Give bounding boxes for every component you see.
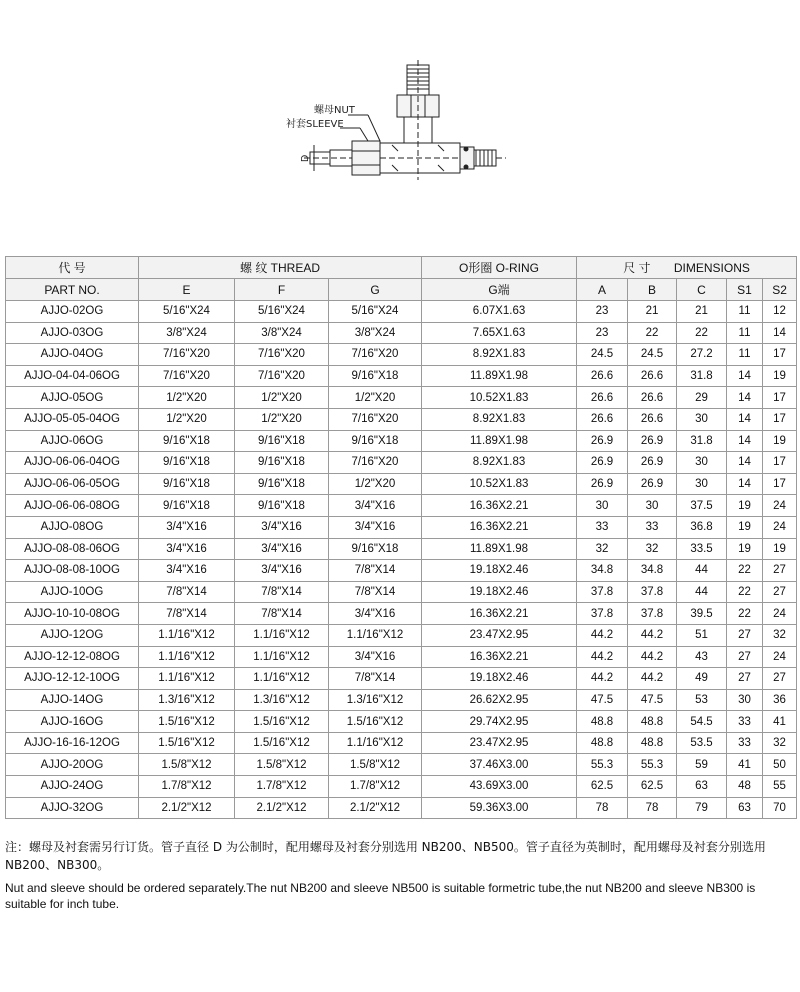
cell-thread-f: 1.1/16"X12 <box>235 646 329 668</box>
cell-dim-s2: 70 <box>763 797 797 819</box>
cell-thread-f: 3/4"X16 <box>235 560 329 582</box>
cell-part-no: AJJO-06-06-04OG <box>6 452 139 474</box>
cell-dim-a: 47.5 <box>577 689 628 711</box>
cell-oring-g-end: 16.36X2.21 <box>422 646 577 668</box>
cell-dim-s2: 17 <box>763 473 797 495</box>
cell-thread-e: 1.3/16"X12 <box>139 689 235 711</box>
cell-dim-s1: 33 <box>727 711 763 733</box>
cell-thread-e: 9/16"X18 <box>139 452 235 474</box>
cell-dim-s2: 27 <box>763 581 797 603</box>
cell-dim-b: 26.6 <box>628 365 677 387</box>
cell-part-no: AJJO-12OG <box>6 624 139 646</box>
cell-oring-g-end: 7.65X1.63 <box>422 322 577 344</box>
cell-thread-g: 1/2"X20 <box>329 387 422 409</box>
table-row <box>6 603 797 625</box>
cell-dim-a: 37.8 <box>577 603 628 625</box>
header-s1: S1 <box>727 279 763 301</box>
cell-part-no: AJJO-10OG <box>6 581 139 603</box>
cell-dim-s1: 14 <box>727 473 763 495</box>
cell-dim-b: 37.8 <box>628 603 677 625</box>
cell-dim-b: 48.8 <box>628 732 677 754</box>
cell-thread-e: 7/8"X14 <box>139 603 235 625</box>
cell-thread-g: 9/16"X18 <box>329 430 422 452</box>
cell-thread-e: 1.1/16"X12 <box>139 624 235 646</box>
header-dims-cn: 尺 寸 <box>623 261 651 275</box>
cell-thread-g: 1.1/16"X12 <box>329 624 422 646</box>
cell-dim-a: 55.3 <box>577 754 628 776</box>
table-row <box>6 301 797 323</box>
cell-oring-g-end: 8.92X1.83 <box>422 344 577 366</box>
cell-dim-s2: 17 <box>763 344 797 366</box>
cell-thread-e: 3/4"X16 <box>139 538 235 560</box>
cell-dim-s1: 11 <box>727 344 763 366</box>
cell-part-no: AJJO-06-06-05OG <box>6 473 139 495</box>
cell-dim-b: 26.9 <box>628 430 677 452</box>
table-row <box>6 452 797 474</box>
cell-thread-f: 3/8"X24 <box>235 322 329 344</box>
table-row <box>6 689 797 711</box>
cell-dim-a: 26.6 <box>577 408 628 430</box>
cell-dim-s1: 33 <box>727 732 763 754</box>
cell-thread-e: 1.5/8"X12 <box>139 754 235 776</box>
cell-dim-s1: 27 <box>727 646 763 668</box>
cell-thread-g: 1.5/16"X12 <box>329 711 422 733</box>
cell-dim-c: 36.8 <box>677 516 727 538</box>
cell-dim-a: 26.9 <box>577 430 628 452</box>
cell-thread-e: 3/4"X16 <box>139 516 235 538</box>
cell-dim-c: 43 <box>677 646 727 668</box>
cell-dim-s1: 22 <box>727 560 763 582</box>
cell-dim-c: 63 <box>677 776 727 798</box>
cell-dim-s1: 30 <box>727 689 763 711</box>
cell-part-no: AJJO-32OG <box>6 797 139 819</box>
cell-dim-s2: 24 <box>763 495 797 517</box>
header-thread: 螺 纹 THREAD <box>139 257 422 279</box>
header-dimensions <box>577 257 797 279</box>
cell-oring-g-end: 10.52X1.83 <box>422 473 577 495</box>
cell-dim-s2: 32 <box>763 624 797 646</box>
cell-thread-g: 9/16"X18 <box>329 538 422 560</box>
table-row <box>6 711 797 733</box>
table-row <box>6 365 797 387</box>
cell-thread-g: 1.1/16"X12 <box>329 732 422 754</box>
cell-dim-b: 34.8 <box>628 560 677 582</box>
cell-thread-e: 1/2"X20 <box>139 387 235 409</box>
table-row <box>6 516 797 538</box>
cell-thread-g: 1/2"X20 <box>329 473 422 495</box>
cell-dim-s1: 19 <box>727 516 763 538</box>
cell-dim-c: 49 <box>677 668 727 690</box>
cell-thread-f: 1.5/16"X12 <box>235 711 329 733</box>
cell-thread-g: 7/8"X14 <box>329 668 422 690</box>
table-row <box>6 732 797 754</box>
cell-oring-g-end: 19.18X2.46 <box>422 560 577 582</box>
cell-oring-g-end: 10.52X1.83 <box>422 387 577 409</box>
cell-oring-g-end: 43.69X3.00 <box>422 776 577 798</box>
cell-dim-s2: 24 <box>763 603 797 625</box>
cell-thread-e: 1.5/16"X12 <box>139 711 235 733</box>
cell-dim-c: 22 <box>677 322 727 344</box>
table-row <box>6 408 797 430</box>
cell-thread-e: 3/8"X24 <box>139 322 235 344</box>
table-row <box>6 668 797 690</box>
cell-dim-c: 31.8 <box>677 365 727 387</box>
cell-dim-b: 26.9 <box>628 452 677 474</box>
header-e: E <box>139 279 235 301</box>
cell-thread-e: 1.1/16"X12 <box>139 668 235 690</box>
cell-thread-e: 2.1/2"X12 <box>139 797 235 819</box>
cell-dim-c: 79 <box>677 797 727 819</box>
cell-dim-a: 44.2 <box>577 624 628 646</box>
header-a: A <box>577 279 628 301</box>
cell-dim-s1: 14 <box>727 452 763 474</box>
sleeve-label: 衬套SLEEVE <box>286 119 344 130</box>
cell-thread-f: 9/16"X18 <box>235 452 329 474</box>
cell-dim-c: 53 <box>677 689 727 711</box>
cell-thread-g: 3/4"X16 <box>329 603 422 625</box>
cell-dim-b: 33 <box>628 516 677 538</box>
table-row <box>6 754 797 776</box>
cell-oring-g-end: 6.07X1.63 <box>422 301 577 323</box>
cell-part-no: AJJO-04OG <box>6 344 139 366</box>
cell-part-no: AJJO-08OG <box>6 516 139 538</box>
table-row <box>6 776 797 798</box>
cell-dim-c: 54.5 <box>677 711 727 733</box>
cell-dim-b: 44.2 <box>628 668 677 690</box>
cell-part-no: AJJO-14OG <box>6 689 139 711</box>
table-row <box>6 560 797 582</box>
cell-dim-c: 27.2 <box>677 344 727 366</box>
cell-dim-c: 21 <box>677 301 727 323</box>
cell-oring-g-end: 59.36X3.00 <box>422 797 577 819</box>
cell-dim-s2: 24 <box>763 516 797 538</box>
cell-dim-b: 26.6 <box>628 387 677 409</box>
cell-oring-g-end: 11.89X1.98 <box>422 365 577 387</box>
cell-thread-f: 7/8"X14 <box>235 581 329 603</box>
cell-dim-s2: 32 <box>763 732 797 754</box>
cell-dim-s1: 19 <box>727 538 763 560</box>
cell-dim-b: 21 <box>628 301 677 323</box>
cell-dim-c: 29 <box>677 387 727 409</box>
cell-part-no: AJJO-16OG <box>6 711 139 733</box>
cell-thread-f: 1.5/16"X12 <box>235 732 329 754</box>
cell-dim-s2: 14 <box>763 322 797 344</box>
cell-dim-s1: 11 <box>727 322 763 344</box>
cell-dim-s1: 19 <box>727 495 763 517</box>
cell-dim-s2: 55 <box>763 776 797 798</box>
header-code: 代 号 <box>6 257 139 279</box>
cell-dim-s1: 27 <box>727 668 763 690</box>
table-row <box>6 344 797 366</box>
cell-dim-a: 34.8 <box>577 560 628 582</box>
cell-thread-f: 7/8"X14 <box>235 603 329 625</box>
cell-oring-g-end: 8.92X1.83 <box>422 408 577 430</box>
cell-thread-g: 7/16"X20 <box>329 344 422 366</box>
cell-dim-c: 30 <box>677 408 727 430</box>
cell-dim-s2: 27 <box>763 668 797 690</box>
table-row <box>6 646 797 668</box>
header-c: C <box>677 279 727 301</box>
header-dims-en: DIMENSIONS <box>673 261 750 275</box>
cell-dim-s1: 14 <box>727 387 763 409</box>
cell-thread-g: 7/8"X14 <box>329 560 422 582</box>
cell-thread-e: 9/16"X18 <box>139 495 235 517</box>
cell-dim-b: 26.9 <box>628 473 677 495</box>
cell-dim-b: 78 <box>628 797 677 819</box>
cell-thread-g: 3/4"X16 <box>329 646 422 668</box>
cell-part-no: AJJO-05OG <box>6 387 139 409</box>
cell-part-no: AJJO-08-08-10OG <box>6 560 139 582</box>
cell-dim-a: 24.5 <box>577 344 628 366</box>
cell-part-no: AJJO-10-10-08OG <box>6 603 139 625</box>
cell-thread-g: 7/8"X14 <box>329 581 422 603</box>
header-b: B <box>628 279 677 301</box>
header-oring: O形圈 O-RING <box>422 257 577 279</box>
table-row <box>6 430 797 452</box>
cell-dim-a: 48.8 <box>577 732 628 754</box>
cell-dim-b: 37.8 <box>628 581 677 603</box>
cell-oring-g-end: 23.47X2.95 <box>422 624 577 646</box>
cell-dim-b: 47.5 <box>628 689 677 711</box>
d-dimension-label: D <box>300 154 311 162</box>
header-g: G <box>329 279 422 301</box>
cell-thread-f: 3/4"X16 <box>235 516 329 538</box>
cell-thread-f: 1.1/16"X12 <box>235 624 329 646</box>
cell-part-no: AJJO-04-04-06OG <box>6 365 139 387</box>
cell-oring-g-end: 16.36X2.21 <box>422 603 577 625</box>
cell-dim-c: 44 <box>677 581 727 603</box>
cell-thread-f: 1.3/16"X12 <box>235 689 329 711</box>
cell-dim-s1: 22 <box>727 581 763 603</box>
table-row <box>6 495 797 517</box>
cell-part-no: AJJO-12-12-10OG <box>6 668 139 690</box>
cell-dim-c: 51 <box>677 624 727 646</box>
cell-dim-s1: 14 <box>727 365 763 387</box>
nut-label: 螺母NUT <box>314 105 355 116</box>
cell-dim-c: 37.5 <box>677 495 727 517</box>
cell-thread-g: 1.3/16"X12 <box>329 689 422 711</box>
cell-oring-g-end: 29.74X2.95 <box>422 711 577 733</box>
cell-thread-g: 1.5/8"X12 <box>329 754 422 776</box>
cell-dim-s2: 17 <box>763 387 797 409</box>
cell-dim-s2: 27 <box>763 560 797 582</box>
cell-dim-s2: 19 <box>763 365 797 387</box>
cell-dim-a: 48.8 <box>577 711 628 733</box>
cell-dim-a: 30 <box>577 495 628 517</box>
cell-dim-a: 44.2 <box>577 646 628 668</box>
cell-dim-c: 53.5 <box>677 732 727 754</box>
cell-dim-c: 59 <box>677 754 727 776</box>
cell-part-no: AJJO-08-08-06OG <box>6 538 139 560</box>
cell-dim-b: 44.2 <box>628 646 677 668</box>
cell-part-no: AJJO-16-16-12OG <box>6 732 139 754</box>
cell-dim-s1: 27 <box>727 624 763 646</box>
cell-oring-g-end: 16.36X2.21 <box>422 516 577 538</box>
cell-dim-s2: 19 <box>763 430 797 452</box>
cell-part-no: AJJO-05-05-04OG <box>6 408 139 430</box>
cell-thread-e: 7/8"X14 <box>139 581 235 603</box>
cell-thread-f: 3/4"X16 <box>235 538 329 560</box>
cell-dim-b: 22 <box>628 322 677 344</box>
cell-dim-s1: 11 <box>727 301 763 323</box>
cell-dim-b: 26.6 <box>628 408 677 430</box>
header-row-1 <box>6 257 797 279</box>
cell-dim-s2: 36 <box>763 689 797 711</box>
cell-thread-e: 7/16"X20 <box>139 344 235 366</box>
cell-dim-a: 37.8 <box>577 581 628 603</box>
cell-dim-a: 44.2 <box>577 668 628 690</box>
cell-part-no: AJJO-12-12-08OG <box>6 646 139 668</box>
cell-thread-g: 3/4"X16 <box>329 516 422 538</box>
cell-thread-e: 9/16"X18 <box>139 473 235 495</box>
cell-thread-f: 1.1/16"X12 <box>235 668 329 690</box>
cell-thread-e: 1/2"X20 <box>139 408 235 430</box>
tee-fitting-drawing <box>280 55 540 195</box>
cell-part-no: AJJO-20OG <box>6 754 139 776</box>
header-s2: S2 <box>763 279 797 301</box>
cell-dim-c: 39.5 <box>677 603 727 625</box>
cell-thread-f: 1/2"X20 <box>235 408 329 430</box>
cell-dim-a: 26.9 <box>577 473 628 495</box>
cell-thread-f: 1.7/8"X12 <box>235 776 329 798</box>
cell-thread-e: 5/16"X24 <box>139 301 235 323</box>
cell-dim-s1: 48 <box>727 776 763 798</box>
cell-dim-a: 23 <box>577 322 628 344</box>
cell-dim-a: 32 <box>577 538 628 560</box>
cell-thread-g: 9/16"X18 <box>329 365 422 387</box>
cell-dim-a: 26.9 <box>577 452 628 474</box>
cell-thread-g: 2.1/2"X12 <box>329 797 422 819</box>
header-row-2 <box>6 279 797 301</box>
cell-thread-f: 1.5/8"X12 <box>235 754 329 776</box>
cell-oring-g-end: 16.36X2.21 <box>422 495 577 517</box>
table-row <box>6 538 797 560</box>
cell-dim-s1: 63 <box>727 797 763 819</box>
cell-thread-e: 1.5/16"X12 <box>139 732 235 754</box>
cell-dim-a: 23 <box>577 301 628 323</box>
cell-thread-g: 5/16"X24 <box>329 301 422 323</box>
table-row <box>6 581 797 603</box>
cell-dim-a: 26.6 <box>577 365 628 387</box>
cell-thread-f: 2.1/2"X12 <box>235 797 329 819</box>
cell-thread-f: 7/16"X20 <box>235 344 329 366</box>
cell-dim-a: 78 <box>577 797 628 819</box>
cell-thread-e: 3/4"X16 <box>139 560 235 582</box>
cell-thread-f: 1/2"X20 <box>235 387 329 409</box>
cell-dim-s2: 17 <box>763 408 797 430</box>
note-english: Nut and sleeve should be ordered separately.The nut NB200 and sleeve NB500 is suitable formetric tube,the nut NB200 and sleeve NB300 is suitable for inch tube. <box>5 881 756 911</box>
cell-part-no: AJJO-24OG <box>6 776 139 798</box>
cell-dim-s2: 12 <box>763 301 797 323</box>
cell-oring-g-end: 8.92X1.83 <box>422 452 577 474</box>
cell-dim-s2: 24 <box>763 646 797 668</box>
cell-oring-g-end: 19.18X2.46 <box>422 581 577 603</box>
cell-part-no: AJJO-03OG <box>6 322 139 344</box>
table-row <box>6 322 797 344</box>
cell-dim-b: 24.5 <box>628 344 677 366</box>
cell-dim-c: 30 <box>677 473 727 495</box>
cell-thread-f: 9/16"X18 <box>235 495 329 517</box>
cell-dim-c: 33.5 <box>677 538 727 560</box>
cell-thread-e: 9/16"X18 <box>139 430 235 452</box>
cell-thread-g: 1.7/8"X12 <box>329 776 422 798</box>
cell-dim-s1: 41 <box>727 754 763 776</box>
cell-dim-s2: 17 <box>763 452 797 474</box>
cell-dim-c: 30 <box>677 452 727 474</box>
cell-thread-g: 3/4"X16 <box>329 495 422 517</box>
cell-dim-s1: 14 <box>727 430 763 452</box>
cell-oring-g-end: 26.62X2.95 <box>422 689 577 711</box>
table-row <box>6 797 797 819</box>
cell-thread-e: 7/16"X20 <box>139 365 235 387</box>
cell-oring-g-end: 19.18X2.46 <box>422 668 577 690</box>
spec-table-body <box>6 301 797 819</box>
cell-thread-f: 9/16"X18 <box>235 430 329 452</box>
cell-dim-b: 44.2 <box>628 624 677 646</box>
cell-oring-g-end: 37.46X3.00 <box>422 754 577 776</box>
cell-thread-f: 7/16"X20 <box>235 365 329 387</box>
cell-dim-a: 62.5 <box>577 776 628 798</box>
header-g-end: G端 <box>422 279 577 301</box>
cell-thread-e: 1.7/8"X12 <box>139 776 235 798</box>
note-chinese: 注：螺母及衬套需另行订货。管子直径 D 为公制时，配用螺母及衬套分别选用 NB200、NB500。管子直径为英制时，配用螺母及衬套分别选用 NB200、NB300。 <box>5 840 766 872</box>
cell-dim-b: 32 <box>628 538 677 560</box>
cell-dim-a: 26.6 <box>577 387 628 409</box>
cell-oring-g-end: 11.89X1.98 <box>422 538 577 560</box>
cell-dim-b: 48.8 <box>628 711 677 733</box>
cell-thread-g: 7/16"X20 <box>329 408 422 430</box>
cell-part-no: AJJO-02OG <box>6 301 139 323</box>
cell-oring-g-end: 11.89X1.98 <box>422 430 577 452</box>
table-row <box>6 624 797 646</box>
cell-dim-b: 55.3 <box>628 754 677 776</box>
cell-thread-e: 1.1/16"X12 <box>139 646 235 668</box>
table-row <box>6 473 797 495</box>
cell-thread-f: 9/16"X18 <box>235 473 329 495</box>
cell-thread-f: 5/16"X24 <box>235 301 329 323</box>
cell-dim-s2: 50 <box>763 754 797 776</box>
spec-table <box>5 256 797 819</box>
cell-dim-c: 31.8 <box>677 430 727 452</box>
table-row <box>6 387 797 409</box>
cell-dim-s1: 22 <box>727 603 763 625</box>
cell-dim-b: 30 <box>628 495 677 517</box>
cell-dim-s1: 14 <box>727 408 763 430</box>
cell-dim-c: 44 <box>677 560 727 582</box>
cell-thread-g: 7/16"X20 <box>329 452 422 474</box>
cell-dim-s2: 19 <box>763 538 797 560</box>
cell-oring-g-end: 23.47X2.95 <box>422 732 577 754</box>
cell-dim-b: 62.5 <box>628 776 677 798</box>
header-part-no: PART NO. <box>6 279 139 301</box>
cell-thread-g: 3/8"X24 <box>329 322 422 344</box>
cell-dim-s2: 41 <box>763 711 797 733</box>
header-f: F <box>235 279 329 301</box>
cell-dim-a: 33 <box>577 516 628 538</box>
cell-part-no: AJJO-06OG <box>6 430 139 452</box>
cell-part-no: AJJO-06-06-08OG <box>6 495 139 517</box>
